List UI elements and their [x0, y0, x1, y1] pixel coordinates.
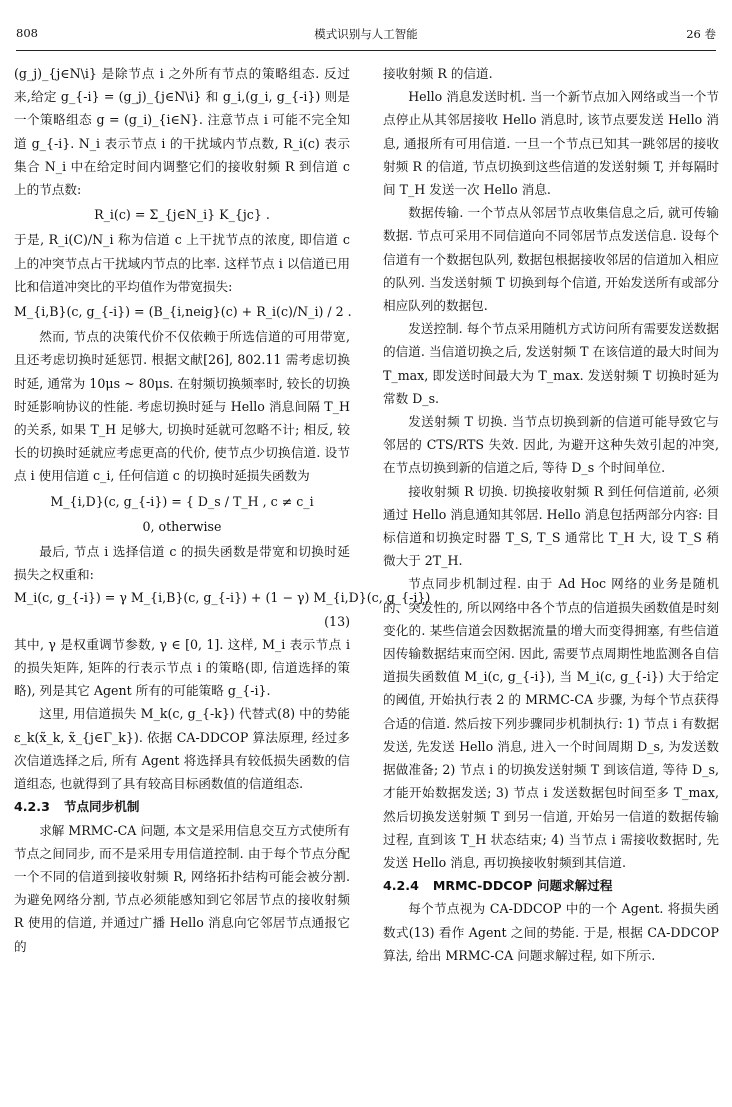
paragraph: 然而, 节点的决策代价不仅依赖于所选信道的可用带宽, 且还考虑切换时延惩罚. 根据文献[26], 802.11 需考虑切换时延, 通常为 10μs ~ 80μs. 在射频切换频率时, 较长的切换时延影响协议的性能. 考虑切换时延与 Hello 消息间隔 T_H 的关系, 如果 T_H 足够大, 切换时延就可忽略不计; 相反, 较长的切换时延就应考虑更高的代价, 使节点少切换信道. 设节点 i 使用信道 c_i, 任何信道 c 的切换时延损失函数为 — [14, 329, 350, 484]
equation-ri: R_i(c) = Σ_{j∈N_i} K_{jc} . — [94, 207, 270, 223]
section-title: 节点同步机制 — [63, 799, 140, 815]
paragraph: 发送射频 T 切换. 当节点切换到新的信道可能导致它与邻居的 CTS/RTS 失效. 因此, 为避开这种失效引起的冲突, 在节点切换到新的信道之后, 等待 D_s 个时间单位. — [383, 414, 719, 476]
section-heading-4-2-3 — [14, 795, 350, 818]
running-header — [16, 26, 716, 46]
paragraph: (g_j)_{j∈N\i} 是除节点 i 之外所有节点的策略组态. 反过来,给定 g_{-i} = (g_j)_{j∈N\i} 和 g_i,(g_i, g_{-i}) 则是一个策略组态 g = (g_i)_{i∈N}. 注意节点 i 可能不完全知道 g_{-i}. N_i 表示节点 i 的干扰域内节点数, R_i(c) 表示集合 N_i 中在给定时间内调整它们的接收射频 R 到信道 c 上的节点数: — [14, 66, 350, 198]
volume-label: 26 卷 — [686, 27, 716, 41]
journal-title: 模式识别与人工智能 — [314, 27, 418, 41]
paragraph: 于是, R_i(C)/N_i 称为信道 c 上干扰节点的浓度, 即信道 c 上的冲突节点占干扰域内节点的比率. 这样节点 i 以信道已用比和信道冲突比的平均值作为带宽损失: — [14, 232, 350, 294]
right-column — [383, 62, 719, 967]
section-heading-4-2-4 — [383, 874, 719, 897]
paragraph: 数据传输. 一个节点从邻居节点收集信息之后, 就可传输数据. 节点可采用不同信道向不同邻居节点发送信息. 设每个信道有一个数据包队列, 数据包根据接收邻居的信道加入相应的队列. 当发送射频 T 切换到每个信道, 开始发送所有或部分相应队列的数据包. — [383, 205, 719, 314]
paragraph: 这里, 用信道损失 M_k(c, g_{-k}) 代替式(8) 中的势能 ε_k(x̃_k, x̃_{j∈Γ_k}). 依据 CA-DDCOP 算法原理, 经过多次信道选择之后, 所有 Agent 将选择具有较低损失函数的信道组态, 也就得到了具有较高目标函数值的信道组态. — [14, 706, 350, 792]
header-rule — [16, 50, 716, 51]
paragraph: 最后, 节点 i 选择信道 c 的损失函数是带宽和切换时延损失之权重和: — [14, 544, 350, 583]
equation-bandwidth-loss: M_{i,B}(c, g_{-i}) = (B_{i,neig}(c) + R_i(c)/N_i) / 2 . — [14, 304, 352, 320]
page-number: 808 — [16, 26, 38, 40]
section-number: 4.2.4 — [383, 878, 419, 894]
section-number: 4.2.3 — [14, 799, 50, 815]
paragraph: 求解 MRMC-CA 问题, 本文是采用信息交互方式使所有节点之间同步, 而不是采用专用信道控制. 由于每个节点分配一个不同的信道到接收射频 R, 网络拓扑结构可能会被分割. 为避免网络分割, 节点必须能感知到它邻居节点的接收射频 R 使用的信道, 并通过广播 Hello 消息向它邻居节点通报它的 — [14, 822, 350, 954]
paragraph: 发送控制. 每个节点采用随机方式访问所有需要发送数据的信道. 当信道切换之后, 发送射频 T 在该信道的最大时间为 T_max, 即发送时间最大为 T_max. 发送射频 T 切换时延为常数 D_s. — [383, 321, 719, 406]
paragraph: Hello 消息发送时机. 当一个新节点加入网络或当一个节点停止从其邻居接收 Hello 消息时, 该节点要发送 Hello 消息, 通报所有可用信道. 一旦一个节点已知其一跳邻居的接收射频 R 的信道, 节点切换到这些信道的发送射频 T, 并每隔时间 T_H 发送一次 Hello 消息. — [383, 89, 719, 198]
section-title: MRMC-DDCOP 问题求解过程 — [432, 878, 613, 894]
paragraph: 节点同步机制过程. 由于 Ad Hoc 网络的业务是随机的、突发性的, 所以网络中各个节点的信道损失函数值是时刻变化的. 某些信道会因数据流量的增大而变得拥塞, 有些信道因传输数据结束而空闲. 因此, 需要节点周期性地监测各自信道损失函数值 M_i(c, g_{-i}), 当 M_i(c, g_{-i}) 大于给定的阈值, 开始执行表 2 的 MRMC-CA 步骤, 为每个节点获得合适的信道. 然后按下列步骤同步机制执行: 1) 节点 i 有数据发送, 先发送 Hello 消息, 进入一个时间周期 D_s, 为发送数据做准备; 2) 节点 i 的切换发送射频 T 到该信道, 等待 D_s, 才能开始数据发送; 3) 节点 i 发送数据包时间至多 T_max, 然后切换发送射频 T 到另一信道, 开始另一信道的数据传输过程, 直到该 T_H 状态结束; 4) 当节点 i 需接收数据时, 先发送 Hello 消息, 再切换接收射频到其信道. — [383, 576, 719, 870]
equation-delay-loss-case2: 0, otherwise — [142, 518, 222, 534]
paragraph: 接收射频 R 切换. 切换接收射频 R 到任何信道前, 必须通过 Hello 消息通知其邻居. Hello 消息包括两部分内容: 目标信道和切换定时器 T_S, T_S 通常比 T_H 大, 设 T_S 稍微大于 2T_H. — [383, 483, 719, 569]
paragraph: 接收射频 R 的信道. — [383, 66, 493, 81]
equation-total-loss: M_i(c, g_{-i}) = γ M_{i,B}(c, g_{-i}) + (1 − γ) M_{i,D}(c, g_{-i}) , — [14, 590, 439, 606]
paragraph: 其中, γ 是权重调节参数, γ ∈ [0, 1]. 这样, M_i 表示节点 i 的损失矩阵, 矩阵的行表示节点 i 的策略(即, 信道选择的策略), 列是其它 Agent 所有的可能策略 g_{-i}. — [14, 636, 350, 699]
equation-number: (13) — [324, 613, 350, 629]
paragraph: 每个节点视为 CA-DDCOP 中的一个 Agent. 将损失函数式(13) 看作 Agent 之间的势能. 于是, 根据 CA-DDCOP 算法, 给出 MRMC-CA 问题求解过程, 如下所示. — [383, 901, 719, 963]
equation-delay-loss-case1: M_{i,D}(c, g_{-i}) = { D_s / T_H , c ≠ c_i — [50, 493, 314, 509]
